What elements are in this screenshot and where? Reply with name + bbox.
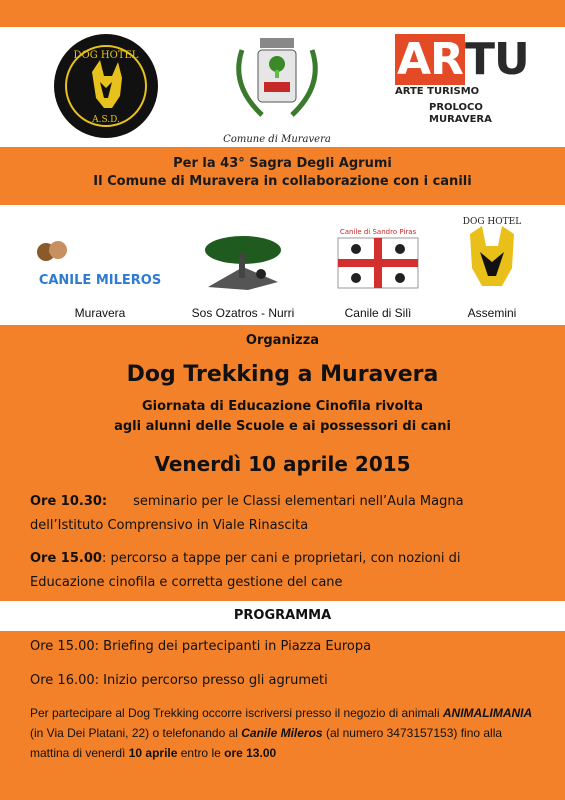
artu-line2: PROLOCO MURAVERA xyxy=(429,102,492,125)
canile-label: Canile di Silì xyxy=(344,306,412,320)
schedule-text: dell’Istituto Comprensivo in Viale Rinascita xyxy=(30,518,309,533)
event-title: Dog Trekking a Muravera xyxy=(126,362,439,387)
schedule-item-2 xyxy=(30,547,539,595)
organizza-label: Organizza xyxy=(245,333,320,348)
footer-text: entro le xyxy=(177,746,225,760)
artu-line1: ARTE TURISMO xyxy=(395,86,480,97)
sos-ozatros-logo xyxy=(173,212,313,292)
programma-heading: PROGRAMMA xyxy=(0,601,565,631)
program-item: Ore 15.00: Briefing dei partecipanti in Piazza Europa xyxy=(30,639,372,654)
canile-label: Sos Ozatros - Nurri xyxy=(191,306,295,320)
canile-muravera xyxy=(30,212,170,320)
comune-muravera-crest xyxy=(212,30,342,145)
schedule-text: Educazione cinofila e corretta gestione del cane xyxy=(30,575,343,590)
schedule-time: Ore 10.30: xyxy=(30,494,108,509)
footer-text: (al numero 3473157153) fino alla mattina di venerdì xyxy=(30,726,503,760)
dog-hotel-small-text: DOG HOTEL xyxy=(462,217,522,227)
event-subtitle xyxy=(0,397,565,437)
comune-caption: Comune di Muravera xyxy=(223,134,331,145)
kennel-name: Canile Mileros xyxy=(241,726,323,740)
canile-mileros-text: CANILE MILEROS xyxy=(38,273,162,288)
dog-hotel-asd-text: A.S.D. xyxy=(92,115,120,125)
event-date: Venerdì 10 aprile 2015 xyxy=(154,452,411,476)
subtitle-line-1: Giornata di Educazione Cinofila rivolta xyxy=(141,399,424,414)
dog-hotel-top-text: DOG HOTEL xyxy=(73,50,139,61)
shop-name: ANIMALIMANIA xyxy=(442,706,533,720)
subtitle-line-2: agli alunni delle Scuole e ai possessori di cani xyxy=(114,419,451,434)
canile-label: Muravera xyxy=(74,306,126,320)
intro-heading xyxy=(0,155,565,191)
schedule-text: seminario per le Classi elementari nell’Aula Magna xyxy=(133,494,464,509)
registration-info xyxy=(30,703,541,763)
canile-nurri xyxy=(173,212,313,320)
canile-mileros-logo xyxy=(30,212,170,292)
program-item: Ore 16.00: Inizio percorso presso gli agrumeti xyxy=(30,673,328,688)
artu-tu: TU xyxy=(464,34,529,85)
canile-assemini xyxy=(422,212,562,320)
dog-hotel-logo xyxy=(422,212,562,292)
deadline-time: ore 13.00 xyxy=(224,746,277,760)
artu-logo xyxy=(395,34,535,128)
intro-line-2: Il Comune di Muravera in collaborazione con i canili xyxy=(93,174,472,189)
artu-ar: AR xyxy=(397,34,463,85)
canile-label: Assemini xyxy=(467,306,517,320)
dog-hotel-asd-logo xyxy=(52,32,160,140)
schedule-item-1 xyxy=(30,490,539,538)
schedule-time: Ore 15.00 xyxy=(30,551,102,566)
footer-text: Per partecipare al Dog Trekking occorre iscriversi presso il negozio di animali xyxy=(30,706,440,720)
canile-sili-text: Canile di Sandro Piras xyxy=(339,228,417,236)
schedule-text: : percorso a tappe per cani e proprietari, con nozioni di xyxy=(101,551,461,566)
intro-line-1: Per la 43° Sagra Degli Agrumi xyxy=(173,156,392,171)
footer-text: (in Via Dei Platani, 22) o telefonando al xyxy=(30,726,242,740)
deadline-day: 10 aprile xyxy=(128,746,178,760)
